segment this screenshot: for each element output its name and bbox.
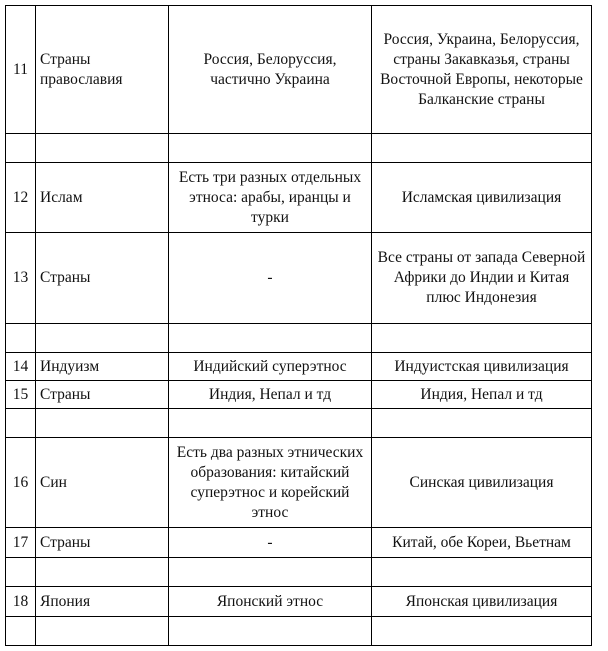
row-name: Страны xyxy=(36,528,169,558)
row-ethnos: - xyxy=(169,528,372,558)
table-row-empty xyxy=(6,324,592,353)
row-ethnos: Есть два разных этнических образования: китайский суперэтнос и корейский этнос xyxy=(169,438,372,528)
table-row-empty xyxy=(6,409,592,438)
row-civilization: Все страны от запада Северной Африки до Индии и Китая плюс Индонезия xyxy=(372,233,592,324)
row-name: Страны православия xyxy=(36,6,169,134)
row-ethnos: Индийский суперэтнос xyxy=(169,353,372,381)
row-number: 15 xyxy=(6,381,36,409)
table-row xyxy=(6,587,592,617)
row-number: 18 xyxy=(6,587,36,617)
table-row-empty xyxy=(6,134,592,163)
row-name: Страны xyxy=(36,233,169,324)
row-name: Ислам xyxy=(36,163,169,233)
row-number: 17 xyxy=(6,528,36,558)
row-name: Син xyxy=(36,438,169,528)
row-number: 14 xyxy=(6,353,36,381)
row-ethnos: Индия, Непал и тд xyxy=(169,381,372,409)
row-name: Индуизм xyxy=(36,353,169,381)
row-number: 11 xyxy=(6,6,36,134)
row-ethnos: Россия, Белоруссия, частично Украина xyxy=(169,6,372,134)
table-row-empty xyxy=(6,617,592,646)
row-ethnos: Японский этнос xyxy=(169,587,372,617)
table-row xyxy=(6,233,592,324)
row-name: Страны xyxy=(36,381,169,409)
row-civilization: Индуистская цивилизация xyxy=(372,353,592,381)
row-ethnos: - xyxy=(169,233,372,324)
row-number: 16 xyxy=(6,438,36,528)
row-number: 13 xyxy=(6,233,36,324)
table-row xyxy=(6,438,592,528)
row-civilization: Индия, Непал и тд xyxy=(372,381,592,409)
row-civilization: Японская цивилизация xyxy=(372,587,592,617)
table-row xyxy=(6,381,592,409)
table-row xyxy=(6,6,592,134)
row-civilization: Китай, обе Кореи, Вьетнам xyxy=(372,528,592,558)
row-name: Япония xyxy=(36,587,169,617)
row-number: 12 xyxy=(6,163,36,233)
civilizations-table xyxy=(5,5,592,646)
table-row xyxy=(6,163,592,233)
table-row-empty xyxy=(6,558,592,587)
table-row xyxy=(6,353,592,381)
table-row xyxy=(6,528,592,558)
row-civilization: Россия, Украина, Белоруссия, страны Закавказья, страны Восточной Европы, некоторые Балканские страны xyxy=(372,6,592,134)
row-ethnos: Есть три разных отдельных этноса: арабы, иранцы и турки xyxy=(169,163,372,233)
row-civilization: Синская цивилизация xyxy=(372,438,592,528)
row-civilization: Исламская цивилизация xyxy=(372,163,592,233)
